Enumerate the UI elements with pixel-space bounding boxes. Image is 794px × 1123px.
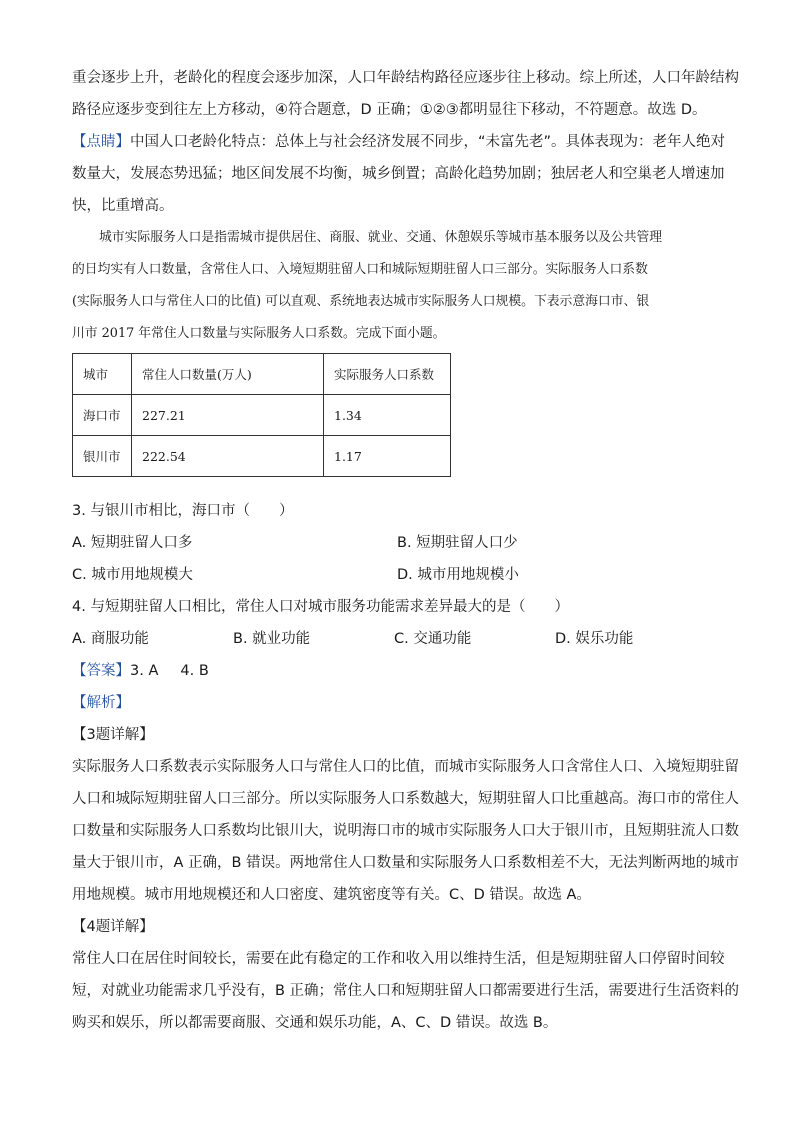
answer-3: 3. A [130, 663, 159, 679]
option-c: C. 城市用地规模大 [72, 567, 193, 583]
option-d: D. 娱乐功能 [555, 631, 634, 647]
answer-line [72, 655, 722, 687]
table-cell: 227.21 [132, 395, 324, 436]
detail-3-line: 实际服务人口系数表示实际服务人口与常住人口的比值，而城市实际服务人口含常住人口、入境短期驻留 [72, 759, 739, 775]
table-cell: 海口市 [73, 395, 132, 436]
table-cell: 银川市 [73, 436, 132, 477]
question-4-stem: 4. 与短期驻留人口相比，常住人口对城市服务功能需求差异最大的是（ ） [72, 599, 569, 615]
material-line-3: (实际服务人口与常住人口的比值) 可以直观、系统地表达城市实际服务人口规模。下表示意海口市、银 [72, 294, 650, 309]
material-line-2: 的日均实有人口数量，含常住人口、入境短期驻留人口和城际短期驻留人口三部分。实际服务人口系数 [72, 262, 648, 277]
table-header-row [73, 354, 451, 395]
option-b: B. 短期驻留人口少 [397, 535, 518, 551]
option-d: D. 城市用地规模小 [397, 567, 519, 583]
point-tag: 【点睛】 [72, 134, 130, 150]
answer-4: 4. B [180, 663, 209, 679]
table-cell: 1.34 [324, 395, 451, 436]
question-4-options [72, 623, 722, 655]
analysis-tag: 【解析】 [72, 695, 130, 711]
document-page [72, 62, 740, 1039]
table-header-cell: 常住人口数量(万人) [132, 354, 324, 395]
material-line-1: 城市实际服务人口是指需城市提供居住、商服、就业、交通、休憩娱乐等城市基本服务以及公共管理 [99, 230, 663, 245]
detail-3-line: 人口和城际短期驻留人口三部分。所以实际服务人口系数越大，短期驻留人口比重越高。海口市的常住人 [72, 791, 739, 807]
table-header-cell: 实际服务人口系数 [324, 354, 451, 395]
detail-3-line: 量大于银川市，A 正确，B 错误。两地常住人口数量和实际服务人口系数相差不大，无法判断两地的城市 [72, 855, 740, 871]
option-a: A. 短期驻留人口多 [72, 535, 193, 551]
option-b: B. 就业功能 [233, 631, 311, 647]
option-c: C. 交通功能 [394, 631, 472, 647]
point-line-3: 快，比重增高。 [72, 198, 174, 214]
point-line-2: 数量大，发展态势迅猛；地区间发展不均衡，城乡倒置；高龄化趋势加剧；独居老人和空巢老人增速加 [72, 166, 725, 182]
table-header-cell: 城市 [73, 354, 132, 395]
question-3-options-row-1 [72, 527, 722, 559]
table-row [73, 436, 451, 477]
detail-3-line: 口数量和实际服务人口系数均比银川大，说明海口市的城市实际服务人口大于银川市，且短期驻流人口数 [72, 823, 739, 839]
detail-4-line: 短，对就业功能需求几乎没有，B 正确；常住人口和短期驻留人口都需要进行生活，需要进行生活资料的 [72, 983, 740, 999]
detail-4-line: 购买和娱乐，所以都需要商服、交通和娱乐功能，A、C、D 错误。故选 B。 [72, 1015, 558, 1031]
question-3-stem: 3. 与银川市相比，海口市（ ） [72, 503, 294, 519]
answer-tag: 【答案】 [72, 663, 130, 679]
point-text-1: 中国人口老龄化特点：总体上与社会经济发展不同步，“未富先老”。具体表现为：老年人绝对 [130, 134, 726, 150]
population-table [72, 353, 451, 477]
point-line-1 [72, 126, 726, 158]
option-a: A. 商服功能 [72, 631, 149, 647]
table-cell: 222.54 [132, 436, 324, 477]
detail-4-tag: 【4题详解】 [72, 919, 154, 935]
detail-3-tag: 【3题详解】 [72, 727, 154, 743]
detail-4-line: 常住人口在居住时间较长，需要在此有稳定的工作和收入用以维持生活，但是短期驻留人口停留时间较 [72, 951, 725, 967]
table-cell: 1.17 [324, 436, 451, 477]
question-3-options-row-2 [72, 559, 722, 591]
intro-line-1: 重会逐步上升，老龄化的程度会逐步加深，人口年龄结构路径应逐步往上移动。综上所述，人口年龄结构 [72, 70, 739, 86]
detail-3-line: 用地规模。城市用地规模还和人口密度、建筑密度等有关。C、D 错误。故选 A。 [72, 887, 591, 903]
material-line-4: 川市 2017 年常住人口数量与实际服务人口系数。完成下面小题。 [72, 326, 446, 341]
intro-line-2: 路径应逐步变到往左上方移动，④符合题意，D 正确；①②③都明显往下移动，不符题意。故选 D。 [72, 102, 707, 118]
table-row [73, 395, 451, 436]
